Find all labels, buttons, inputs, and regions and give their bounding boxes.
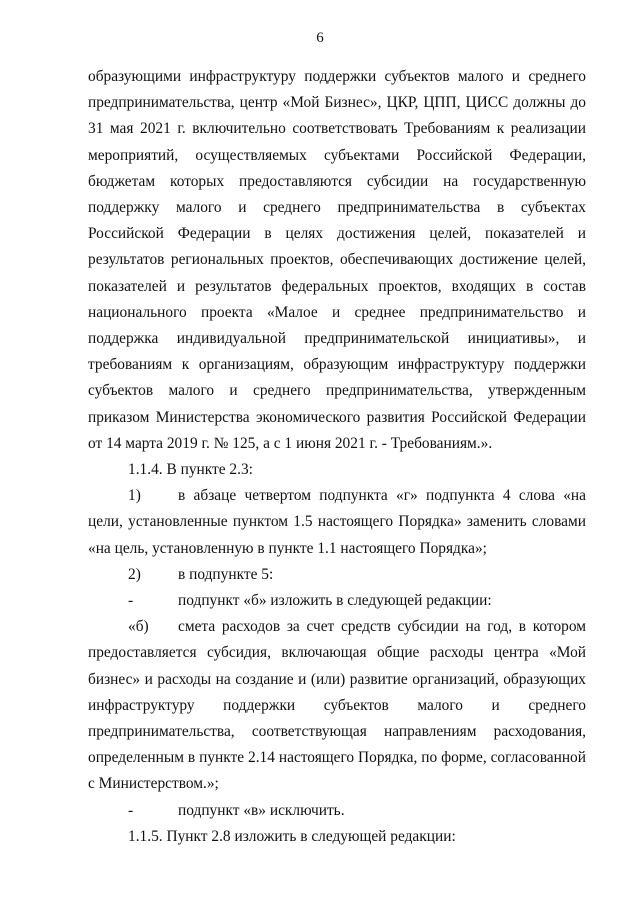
paragraph-item-1-1-5: 1.1.5. Пункт 2.8 изложить в следующей редакции: xyxy=(128,827,456,845)
list-item-text: в абзаце четвертом подпункта «г» подпункта 4 слова «на цели, установленные пунктом 1.5 настоящего Порядка» заменить словами «на цель, установленную в пункте 1.1 настоящего Порядка»; xyxy=(88,487,586,557)
list-marker: «б) xyxy=(128,618,149,636)
list-item-text: смета расходов за счет средств субсидии на год, в котором предоставляется субсидия, включающая общие расходы центра «Мой бизнес» и расходы на создание и (или) развитие организаций, образующих инфраструктуру поддержки субъектов малого и среднего предпринимательства, соответствующая направлениям расходования, определенным в пункте 2.14 настоящего Порядка, по форме, согласованной с Министерством.»; xyxy=(88,618,586,793)
list-item-text: подпункт «в» исключить. xyxy=(178,801,345,819)
document-body xyxy=(88,64,586,850)
list-marker: 1) xyxy=(128,487,141,505)
list-item-text: в подпункте 5: xyxy=(178,565,274,583)
list-item-text: подпункт «б» изложить в следующей редакции: xyxy=(178,592,492,610)
paragraph-item-1-1-4: 1.1.4. В пункте 2.3: xyxy=(128,461,253,479)
list-marker: - xyxy=(128,592,134,610)
quoted-subitem-b xyxy=(88,614,586,797)
list-item-dash-b xyxy=(88,588,586,614)
list-marker: 2) xyxy=(128,565,141,583)
paragraph-continuation: образующими инфраструктуру поддержки субъектов малого и среднего предпринимательства, центр «Мой Бизнес», ЦКР, ЦПП, ЦИСС должны до 31 мая 2021 г. включительно соответствовать Требованиям к реализации мероприятий, осуществляемых субъектами Российской Федерации, бюджетам которых предоставляются субсидии на государственную поддержку малого и среднего предпринимательства в субъектах Российской Федерации в целях достижения целей, показателей и результатов региональных проектов, обеспечивающих достижение целей, показателей и результатов федеральных проектов, входящих в состав национального проекта «Малое и среднее предпринимательство и поддержка индивидуальной предпринимательской инициативы», и требованиям к организациям, образующим инфраструктуру поддержки субъектов малого и среднего предпринимательства, утвержденным приказом Министерства экономического развития Российской Федерации от 14 марта 2019 г. № 125, а с 1 июня 2021 г. - Требованиям.». xyxy=(88,68,586,452)
list-item-2 xyxy=(88,562,586,588)
list-item-1 xyxy=(88,483,586,562)
list-marker: - xyxy=(128,801,134,819)
list-item-dash-v xyxy=(88,798,586,824)
page-number: 6 xyxy=(316,30,324,46)
